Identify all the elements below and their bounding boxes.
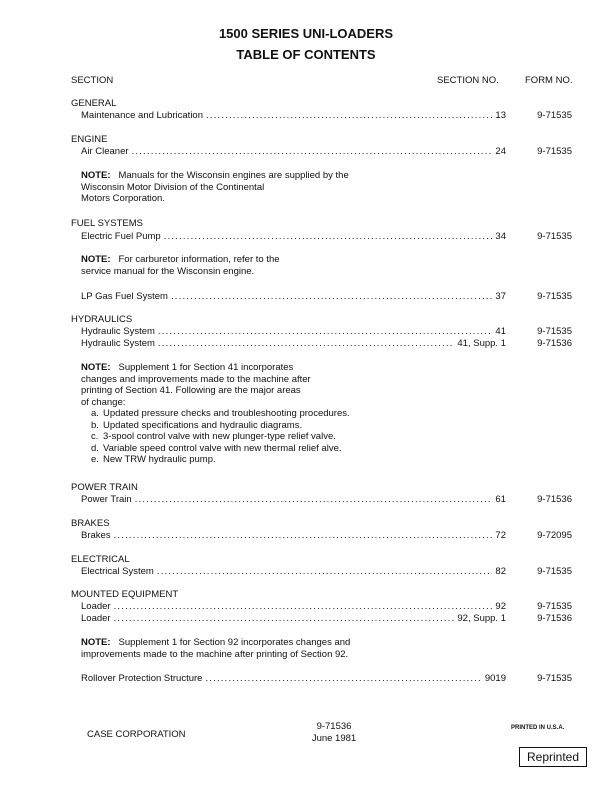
entry-label: Rollover Protection Structure (81, 673, 203, 684)
dot-leader (206, 110, 492, 121)
entry-form-no: 9-71535 (537, 566, 572, 577)
note-line: Wisconsin Motor Division of the Continental (81, 181, 265, 193)
entry-section-no: 13 (495, 110, 506, 121)
entry-section-no: 92 (495, 601, 506, 612)
dot-leader (157, 566, 493, 577)
note-line: service manual for the Wisconsin engine. (81, 265, 255, 277)
toc-entry[interactable] (81, 146, 506, 157)
dot-leader (132, 146, 493, 157)
entry-section-no: 41, Supp. 1 (457, 338, 506, 349)
note-engine (81, 170, 349, 205)
dot-leader (114, 530, 493, 541)
section-heading-fuel-systems: FUEL SYSTEMS (71, 218, 143, 229)
entry-label: Maintenance and Lubrication (81, 110, 204, 121)
column-header-form-no: FORM NO. (525, 75, 573, 86)
list-item (81, 420, 350, 432)
entry-label: Electric Fuel Pump (81, 231, 161, 242)
list-letter: c. (91, 431, 99, 442)
footer-date: June 1981 (311, 733, 357, 744)
entry-form-no: 9-72095 (537, 530, 572, 541)
section-heading-hydraulics: HYDRAULICS (71, 314, 133, 325)
note-line: Motors Corporation. (81, 193, 165, 204)
reprinted-stamp: Reprinted (519, 747, 587, 767)
entry-form-no: 9-71535 (537, 146, 572, 157)
section-heading-power-train: POWER TRAIN (71, 482, 138, 493)
entry-label: Hydraulic System (81, 326, 155, 337)
toc-entry[interactable] (81, 110, 506, 121)
note-line: printing of Section 41. Following are the major areas (81, 385, 301, 396)
toc-entry[interactable] (81, 231, 506, 242)
toc-entry[interactable] (81, 601, 506, 612)
list-text: Updated specifications and hydraulic diagrams. (103, 419, 303, 431)
note-lead: NOTE: (81, 637, 111, 648)
note-line: Supplement 1 for Section 92 incorporates changes and (118, 637, 351, 648)
change-list (81, 408, 350, 466)
dot-leader (164, 231, 493, 242)
entry-section-no: 9019 (484, 673, 506, 684)
toc-entry[interactable] (81, 566, 506, 577)
section-heading-general: GENERAL (71, 98, 117, 109)
footer-company: CASE CORPORATION (87, 729, 186, 740)
entry-section-no: 34 (495, 231, 506, 242)
entry-form-no: 9-71536 (537, 338, 572, 349)
column-header-section-no: SECTION NO. (437, 75, 499, 86)
entry-form-no: 9-71535 (537, 326, 572, 337)
entry-form-no: 9-71535 (537, 231, 572, 242)
entry-label: Electrical System (81, 566, 154, 577)
toc-entry[interactable] (81, 494, 506, 505)
list-letter: a. (91, 408, 99, 419)
entry-label: Power Train (81, 494, 132, 505)
entry-section-no: 37 (495, 291, 506, 302)
entry-form-no: 9-71536 (537, 613, 572, 624)
note-line: changes and improvements made to the machine after (81, 373, 311, 385)
toc-entry[interactable] (81, 338, 506, 349)
list-item (81, 443, 350, 455)
toc-entry[interactable] (81, 291, 506, 302)
entry-section-no: 72 (495, 530, 506, 541)
section-heading-engine: ENGINE (71, 134, 108, 145)
note-line: improvements made to the machine after printing of Section 92. (81, 648, 349, 660)
dot-leader (158, 326, 493, 337)
printed-in-usa: PRINTED IN U.S.A. (511, 725, 565, 731)
toc-entry[interactable] (81, 326, 506, 337)
entry-label: LP Gas Fuel System (81, 291, 168, 302)
document-subtitle: TABLE OF CONTENTS (236, 47, 376, 62)
entry-section-no: 92, Supp. 1 (457, 613, 506, 624)
section-heading-mounted-equipment: MOUNTED EQUIPMENT (71, 589, 179, 600)
list-letter: b. (91, 419, 99, 431)
document-title: 1500 SERIES UNI-LOADERS (218, 26, 394, 41)
entry-section-no: 82 (495, 566, 506, 577)
list-item (81, 454, 350, 466)
list-text: New TRW hydraulic pump. (103, 454, 216, 465)
entry-label: Air Cleaner (81, 146, 129, 157)
list-text: Variable speed control valve with new thermal relief alve. (103, 442, 342, 454)
entry-section-no: 61 (495, 494, 506, 505)
entry-form-no: 9-71535 (537, 673, 572, 684)
note-line: Manuals for the Wisconsin engines are supplied by the (118, 170, 349, 181)
entry-label: Loader (81, 613, 111, 624)
entry-section-no: 24 (495, 146, 506, 157)
toc-entry[interactable] (81, 613, 506, 624)
list-letter: d. (91, 442, 99, 454)
section-heading-electrical: ELECTRICAL (71, 554, 130, 565)
entry-form-no: 9-71535 (537, 110, 572, 121)
note-lead: NOTE: (81, 362, 111, 373)
column-header-section: SECTION (71, 75, 114, 86)
note-hydraulics (81, 362, 350, 466)
entry-form-no: 9-71536 (537, 494, 572, 505)
list-text: 3-spool control valve with new plunger-type relief valve. (103, 431, 336, 442)
note-lead: NOTE: (81, 170, 111, 181)
list-letter: e. (91, 454, 99, 465)
dot-leader (114, 613, 455, 624)
list-item (81, 431, 350, 443)
note-line: Supplement 1 for Section 41 incorporates (118, 362, 294, 373)
entry-form-no: 9-71535 (537, 601, 572, 612)
dot-leader (135, 494, 493, 505)
dot-leader (158, 338, 454, 349)
entry-form-no: 9-71535 (537, 291, 572, 302)
entry-label: Hydraulic System (81, 338, 155, 349)
note-lead: NOTE: (81, 254, 111, 265)
note-line: For carburetor information, refer to the (118, 254, 280, 265)
entry-label: Loader (81, 601, 111, 612)
toc-entry[interactable] (81, 530, 506, 541)
entry-section-no: 41 (495, 326, 506, 337)
dot-leader (205, 673, 481, 684)
dot-leader (171, 291, 492, 302)
list-text: Updated pressure checks and troubleshooting procedures. (103, 408, 350, 419)
entry-label: Brakes (81, 530, 111, 541)
dot-leader (114, 601, 493, 612)
list-item (81, 408, 350, 420)
note-line: of change: (81, 396, 126, 408)
note-mounted-equipment (81, 637, 350, 660)
toc-entry[interactable] (81, 673, 506, 684)
note-fuel-systems (81, 254, 280, 277)
section-heading-brakes: BRAKES (71, 518, 110, 529)
footer-form-no: 9-71536 (316, 721, 352, 732)
